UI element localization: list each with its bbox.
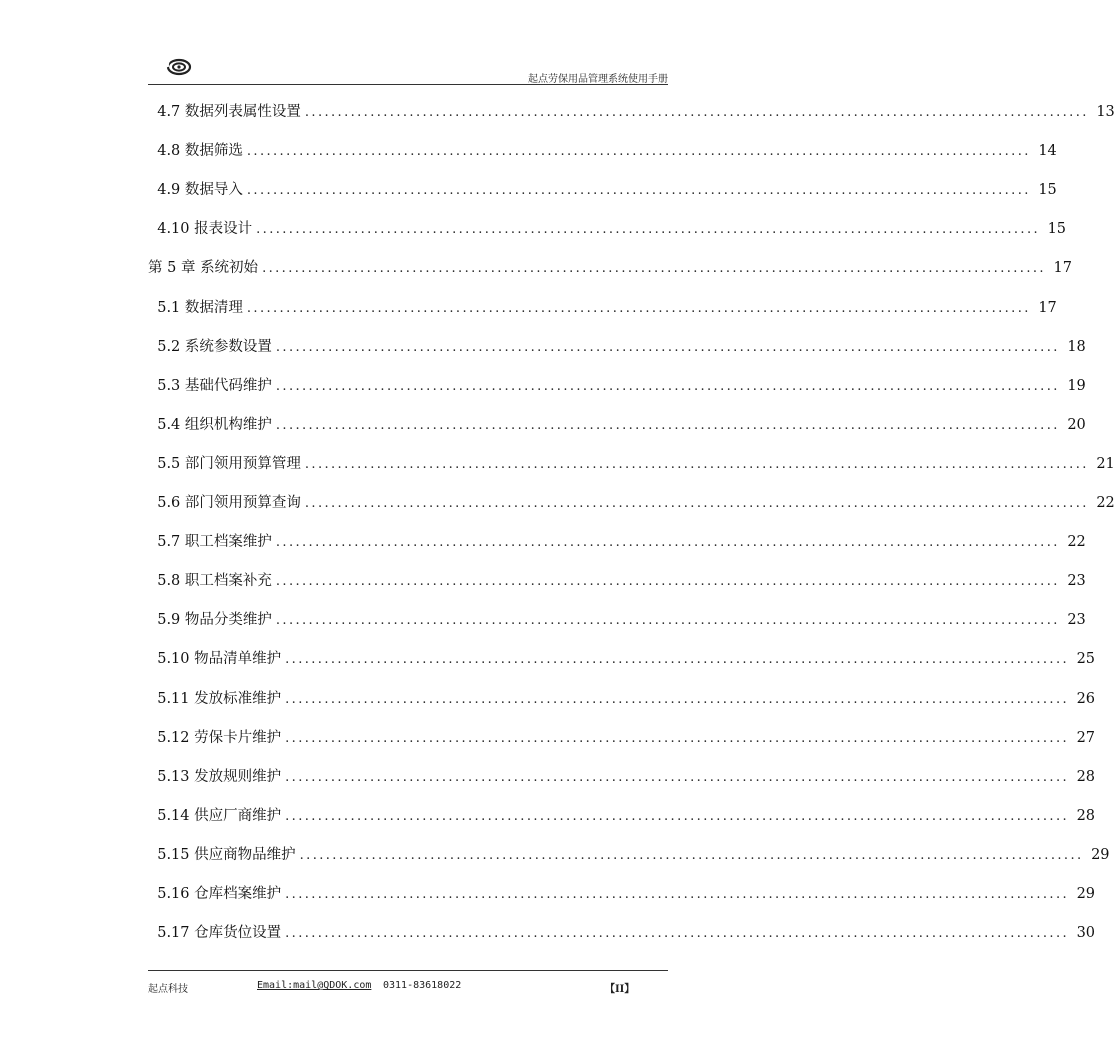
toc-entry-number: 5.7 (148, 534, 185, 551)
toc-entry[interactable] (148, 687, 1096, 709)
toc-entry-page: 17 (1053, 260, 1072, 277)
toc-entry-title: 发放标准维护 (194, 690, 282, 707)
toc-leader-dots: ........................................................................................................................ (304, 496, 1089, 511)
toc-entry-number: 5.14 (148, 807, 195, 824)
toc-leader-dots: ........................................................................................................................ (285, 808, 1070, 824)
toc-entry-number: 5.11 (148, 690, 195, 707)
toc-entry[interactable] (148, 335, 1086, 357)
toc-leader-dots: ........................................................................................................................ (275, 417, 1060, 433)
toc-entry[interactable] (148, 374, 1086, 396)
toc-entry-title: 劳保卡片维护 (194, 729, 282, 746)
toc-entry-title: 基础代码维护 (184, 377, 272, 394)
toc-entry-number: 5.4 (148, 416, 185, 433)
toc-leader-dots: ........................................................................................................................ (285, 730, 1070, 746)
toc-entry-page: 29 (1076, 886, 1096, 902)
header-title: 起点劳保用品管理系统使用手册 (528, 74, 668, 85)
header-divider (148, 84, 668, 85)
footer-email-link[interactable]: Email:mail@QDOK.com (257, 980, 372, 991)
toc-entry-page: 28 (1076, 807, 1096, 824)
toc-leader-dots: ........................................................................................................................ (275, 535, 1060, 551)
toc-entry[interactable] (148, 647, 1096, 669)
footer-phone: 0311-83618022 (383, 980, 462, 991)
toc-leader-dots: ........................................................................................................................ (285, 652, 1070, 668)
toc-entry-number: 第 5 章 (148, 260, 201, 277)
toc-leader-dots: ........................................................................................................................ (299, 847, 1084, 863)
toc-leader-dots: ........................................................................................................................ (275, 339, 1060, 355)
toc-entry-page: 25 (1076, 651, 1096, 668)
footer-company: 起点科技 (148, 984, 188, 995)
toc-entry-title: 部门领用预算管理 (184, 455, 301, 472)
toc-entry[interactable] (148, 491, 1115, 513)
footer-page-number: 【II】 (605, 984, 635, 995)
toc-entry[interactable] (148, 296, 1057, 318)
toc-leader-dots: ........................................................................................................................ (275, 574, 1060, 590)
toc-entry[interactable] (148, 452, 1115, 474)
toc-entry[interactable] (148, 413, 1086, 435)
toc-entry-number: 5.5 (148, 455, 185, 472)
toc-entry-number: 5.1 (148, 299, 185, 316)
toc-entry-number: 5.15 (148, 846, 195, 863)
toc-leader-dots: ........................................................................................................................ (275, 613, 1060, 629)
toc-entry-number: 5.16 (148, 886, 195, 902)
toc-entry-number: 5.13 (148, 768, 195, 785)
toc-entry-title: 物品清单维护 (194, 651, 282, 668)
toc-entry-number: 5.2 (148, 338, 185, 355)
toc-entry-page: 23 (1067, 573, 1086, 590)
toc-entry-number: 4.10 (148, 221, 195, 238)
toc-leader-dots: ........................................................................................................................ (285, 887, 1070, 902)
toc-entry-page: 14 (1038, 143, 1057, 160)
toc-leader-dots: ........................................................................................................................ (262, 261, 1046, 277)
toc-leader-dots: ........................................................................................................................ (275, 378, 1060, 394)
toc-entry-number: 5.10 (148, 651, 195, 668)
toc-entry[interactable] (148, 608, 1086, 630)
toc-entry[interactable] (148, 882, 1096, 904)
toc-entry-number: 4.8 (148, 143, 185, 160)
toc-leader-dots: ........................................................................................................................ (246, 300, 1031, 316)
toc-entry-number: 4.7 (148, 104, 185, 120)
toc-entry-page: 22 (1067, 534, 1086, 551)
toc-entry-title: 报表设计 (194, 221, 253, 238)
toc-entry-title: 供应商物品维护 (194, 846, 296, 863)
toc-entry[interactable] (148, 569, 1086, 591)
toc-entry-number: 5.12 (148, 729, 195, 746)
toc-entry-title: 职工档案维护 (184, 534, 272, 551)
toc-entry[interactable] (148, 921, 1096, 943)
toc-entry-title: 仓库货位设置 (194, 925, 282, 942)
toc-entry[interactable] (148, 726, 1096, 748)
toc-entry-page: 20 (1067, 416, 1086, 433)
toc-entry[interactable] (148, 100, 1115, 122)
toc-entry-title: 系统初始 (200, 260, 259, 277)
toc-leader-dots: ........................................................................................................................ (304, 105, 1089, 120)
toc-entry-page: 18 (1067, 338, 1086, 355)
footer-divider (148, 970, 668, 971)
toc-leader-dots: ........................................................................................................................ (285, 926, 1070, 942)
toc-entry-page: 15 (1038, 182, 1057, 199)
toc-entry-page: 27 (1076, 729, 1096, 746)
toc-entry-number: 4.9 (148, 182, 185, 199)
toc-entry[interactable] (148, 178, 1057, 200)
company-logo-icon (165, 56, 193, 78)
toc-leader-dots: ........................................................................................................................ (285, 691, 1070, 707)
toc-leader-dots: ........................................................................................................................ (246, 183, 1031, 199)
toc-entry[interactable] (148, 765, 1096, 787)
toc-entry-number: 5.3 (148, 377, 185, 394)
toc-leader-dots: ........................................................................................................................ (246, 144, 1031, 160)
toc-entry[interactable] (148, 843, 1110, 865)
toc-entry[interactable] (148, 139, 1057, 161)
toc-entry-number: 5.6 (148, 495, 185, 511)
toc-leader-dots: ........................................................................................................................ (285, 769, 1070, 785)
toc-leader-dots: ........................................................................................................................ (256, 222, 1041, 238)
toc-entry-title: 数据导入 (184, 182, 243, 199)
toc-entry-page: 29 (1091, 846, 1110, 863)
toc-entry-title: 数据清理 (184, 299, 243, 316)
toc-entry-number: 5.9 (148, 612, 185, 629)
toc-entry-title: 数据筛选 (184, 143, 243, 160)
toc-entry[interactable] (148, 256, 1072, 278)
toc-entry-title: 发放规则维护 (194, 768, 282, 785)
toc-entry[interactable] (148, 530, 1086, 552)
toc-entry-page: 21 (1096, 455, 1115, 472)
toc-entry-number: 5.8 (148, 573, 185, 590)
toc-entry-number: 5.17 (148, 925, 195, 942)
toc-entry-page: 17 (1038, 299, 1057, 316)
toc-entry-page: 30 (1076, 925, 1096, 942)
toc-entry-page: 19 (1067, 377, 1086, 394)
toc-entry[interactable] (148, 217, 1067, 239)
toc-entry-title: 职工档案补充 (184, 573, 272, 590)
toc-entry-title: 组织机构维护 (184, 416, 272, 433)
toc-entry-title: 物品分类维护 (184, 612, 272, 629)
toc-entry-page: 26 (1076, 690, 1096, 707)
toc-entry-page: 22 (1096, 495, 1115, 511)
toc-entry-page: 15 (1047, 221, 1067, 238)
toc-entry-title: 系统参数设置 (184, 338, 272, 355)
toc-entry-title: 部门领用预算查询 (184, 495, 301, 511)
toc-leader-dots: ........................................................................................................................ (304, 456, 1089, 472)
toc-entry-page: 28 (1076, 768, 1096, 785)
toc-entry-page: 13 (1096, 104, 1115, 120)
toc-entry[interactable] (148, 804, 1096, 826)
toc-entry-page: 23 (1067, 612, 1086, 629)
toc-entry-title: 数据列表属性设置 (184, 104, 301, 120)
toc-entry-title: 供应厂商维护 (194, 807, 282, 824)
toc-entry-title: 仓库档案维护 (194, 886, 282, 902)
